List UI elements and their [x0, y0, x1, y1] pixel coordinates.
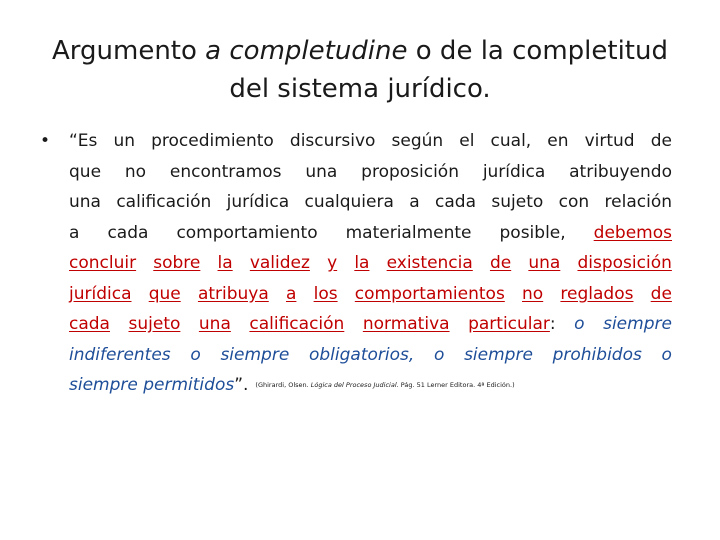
- citation-details: Pág. 51 Lerner Editora. 4ª Edición.): [398, 381, 515, 389]
- paragraph-word: que: [148, 283, 181, 304]
- paragraph-word: sujeto: [128, 314, 181, 334]
- slide-title: [40, 32, 680, 108]
- paragraph-word: siempre: [220, 344, 290, 365]
- paragraph-word: a: [285, 283, 297, 304]
- paragraph-word: posible,: [499, 222, 566, 243]
- paragraph-word: discursivo: [289, 131, 376, 151]
- paragraph-word: proposición: [361, 161, 459, 182]
- paragraph-word: sobre: [153, 253, 201, 273]
- emphasis-word: siempre: [603, 314, 672, 334]
- paragraph-line-8: [69, 340, 672, 371]
- bullet-paragraph: [69, 126, 672, 401]
- paragraph-word: validez: [249, 253, 310, 273]
- paragraph-word: no: [124, 161, 147, 182]
- paragraph-word: con: [558, 192, 590, 212]
- paragraph-word: jurídica: [69, 283, 132, 304]
- paragraph-word: según: [391, 131, 444, 151]
- paragraph-line-5: [69, 248, 672, 279]
- paragraph-word: prohibidos: [552, 344, 642, 365]
- paragraph-word: que: [69, 161, 102, 182]
- paragraph-line-1: [69, 126, 672, 157]
- citation-title: Lógica del Proceso Judicial.: [310, 381, 399, 389]
- paragraph-word: y: [327, 253, 338, 273]
- paragraph-word: a: [69, 222, 80, 243]
- paragraph-word: procedimiento: [151, 131, 274, 151]
- paragraph-word: o: [190, 344, 201, 365]
- paragraph-word: comportamiento: [176, 222, 318, 243]
- paragraph-word: relación: [604, 192, 672, 212]
- paragraph-word: siempre: [464, 344, 533, 365]
- paragraph-word: normativa: [362, 314, 450, 334]
- paragraph-word: atribuyendo: [569, 161, 672, 182]
- paragraph-word: particular:: [468, 309, 556, 340]
- paragraph-word: materialmente: [345, 222, 472, 243]
- paragraph-word: la: [217, 253, 233, 273]
- paragraph-word: en: [547, 131, 569, 151]
- paragraph-line-3: [69, 187, 672, 218]
- paragraph-word: una: [69, 192, 101, 212]
- paragraph-word: calificación: [249, 314, 345, 334]
- paragraph-word: un: [113, 131, 136, 151]
- citation: [255, 370, 514, 401]
- paragraph-word: existencia: [386, 253, 473, 273]
- title-text-b: o de la completitud: [407, 36, 668, 66]
- paragraph-word: de: [650, 131, 672, 151]
- title-italic-term: a completudine: [205, 36, 408, 66]
- paragraph-word: jurídica: [226, 192, 290, 212]
- paragraph-line-9: [69, 370, 672, 401]
- paragraph-word: el: [459, 131, 475, 151]
- emphasis-siempre-permitidos: siempre permitidos: [69, 375, 235, 395]
- paragraph-word: una: [305, 161, 338, 182]
- paragraph-word: o: [661, 344, 672, 365]
- emphasis-debemos: debemos: [593, 222, 672, 243]
- paragraph-word: cada: [107, 222, 149, 243]
- paragraph-word: cual,: [490, 131, 532, 151]
- paragraph-word: virtud: [584, 131, 635, 151]
- paragraph-word: una: [198, 314, 231, 334]
- paragraph-word: los: [313, 283, 338, 304]
- paragraph-word: concluir: [69, 253, 137, 273]
- paragraph-word: obligatorios,: [308, 344, 415, 365]
- paragraph-word: jurídica: [482, 161, 546, 182]
- paragraph-word: comportamientos: [354, 283, 505, 304]
- paragraph-word: de: [489, 253, 512, 273]
- bullet-icon: •: [40, 131, 51, 151]
- closing-quote: ”.: [234, 375, 249, 395]
- paragraph-word: a: [409, 192, 420, 212]
- paragraph-word: calificación: [116, 192, 212, 212]
- title-text-a: Argumento: [52, 36, 206, 66]
- paragraph-word: “Es: [69, 131, 98, 151]
- paragraph-word: disposición: [577, 253, 672, 273]
- paragraph-word: sujeto: [491, 192, 544, 212]
- paragraph-word: una: [528, 253, 561, 273]
- citation-author: (Ghirardi, Olsen.: [255, 381, 311, 389]
- paragraph-word: cada: [435, 192, 477, 212]
- paragraph-line-4: [69, 218, 672, 249]
- paragraph-word: de: [650, 283, 672, 304]
- emphasis-word: o: [574, 314, 585, 334]
- paragraph-word: cada: [69, 314, 110, 334]
- title-line-2: del sistema jurídico.: [229, 74, 491, 104]
- paragraph-word: la: [354, 253, 370, 273]
- paragraph-word: reglados: [560, 283, 634, 304]
- paragraph-word: encontramos: [169, 161, 282, 182]
- paragraph-line-2: [69, 157, 672, 188]
- paragraph-word: no: [522, 283, 544, 304]
- paragraph-word: cualquiera: [304, 192, 394, 212]
- title-line-1: [40, 32, 680, 70]
- colon: :: [549, 314, 556, 334]
- paragraph-line-6: [69, 279, 672, 310]
- paragraph-word: indiferentes: [69, 344, 171, 365]
- paragraph-word: atribuya: [197, 283, 269, 304]
- paragraph-line-7: [69, 309, 672, 340]
- paragraph-word: o: [433, 344, 445, 365]
